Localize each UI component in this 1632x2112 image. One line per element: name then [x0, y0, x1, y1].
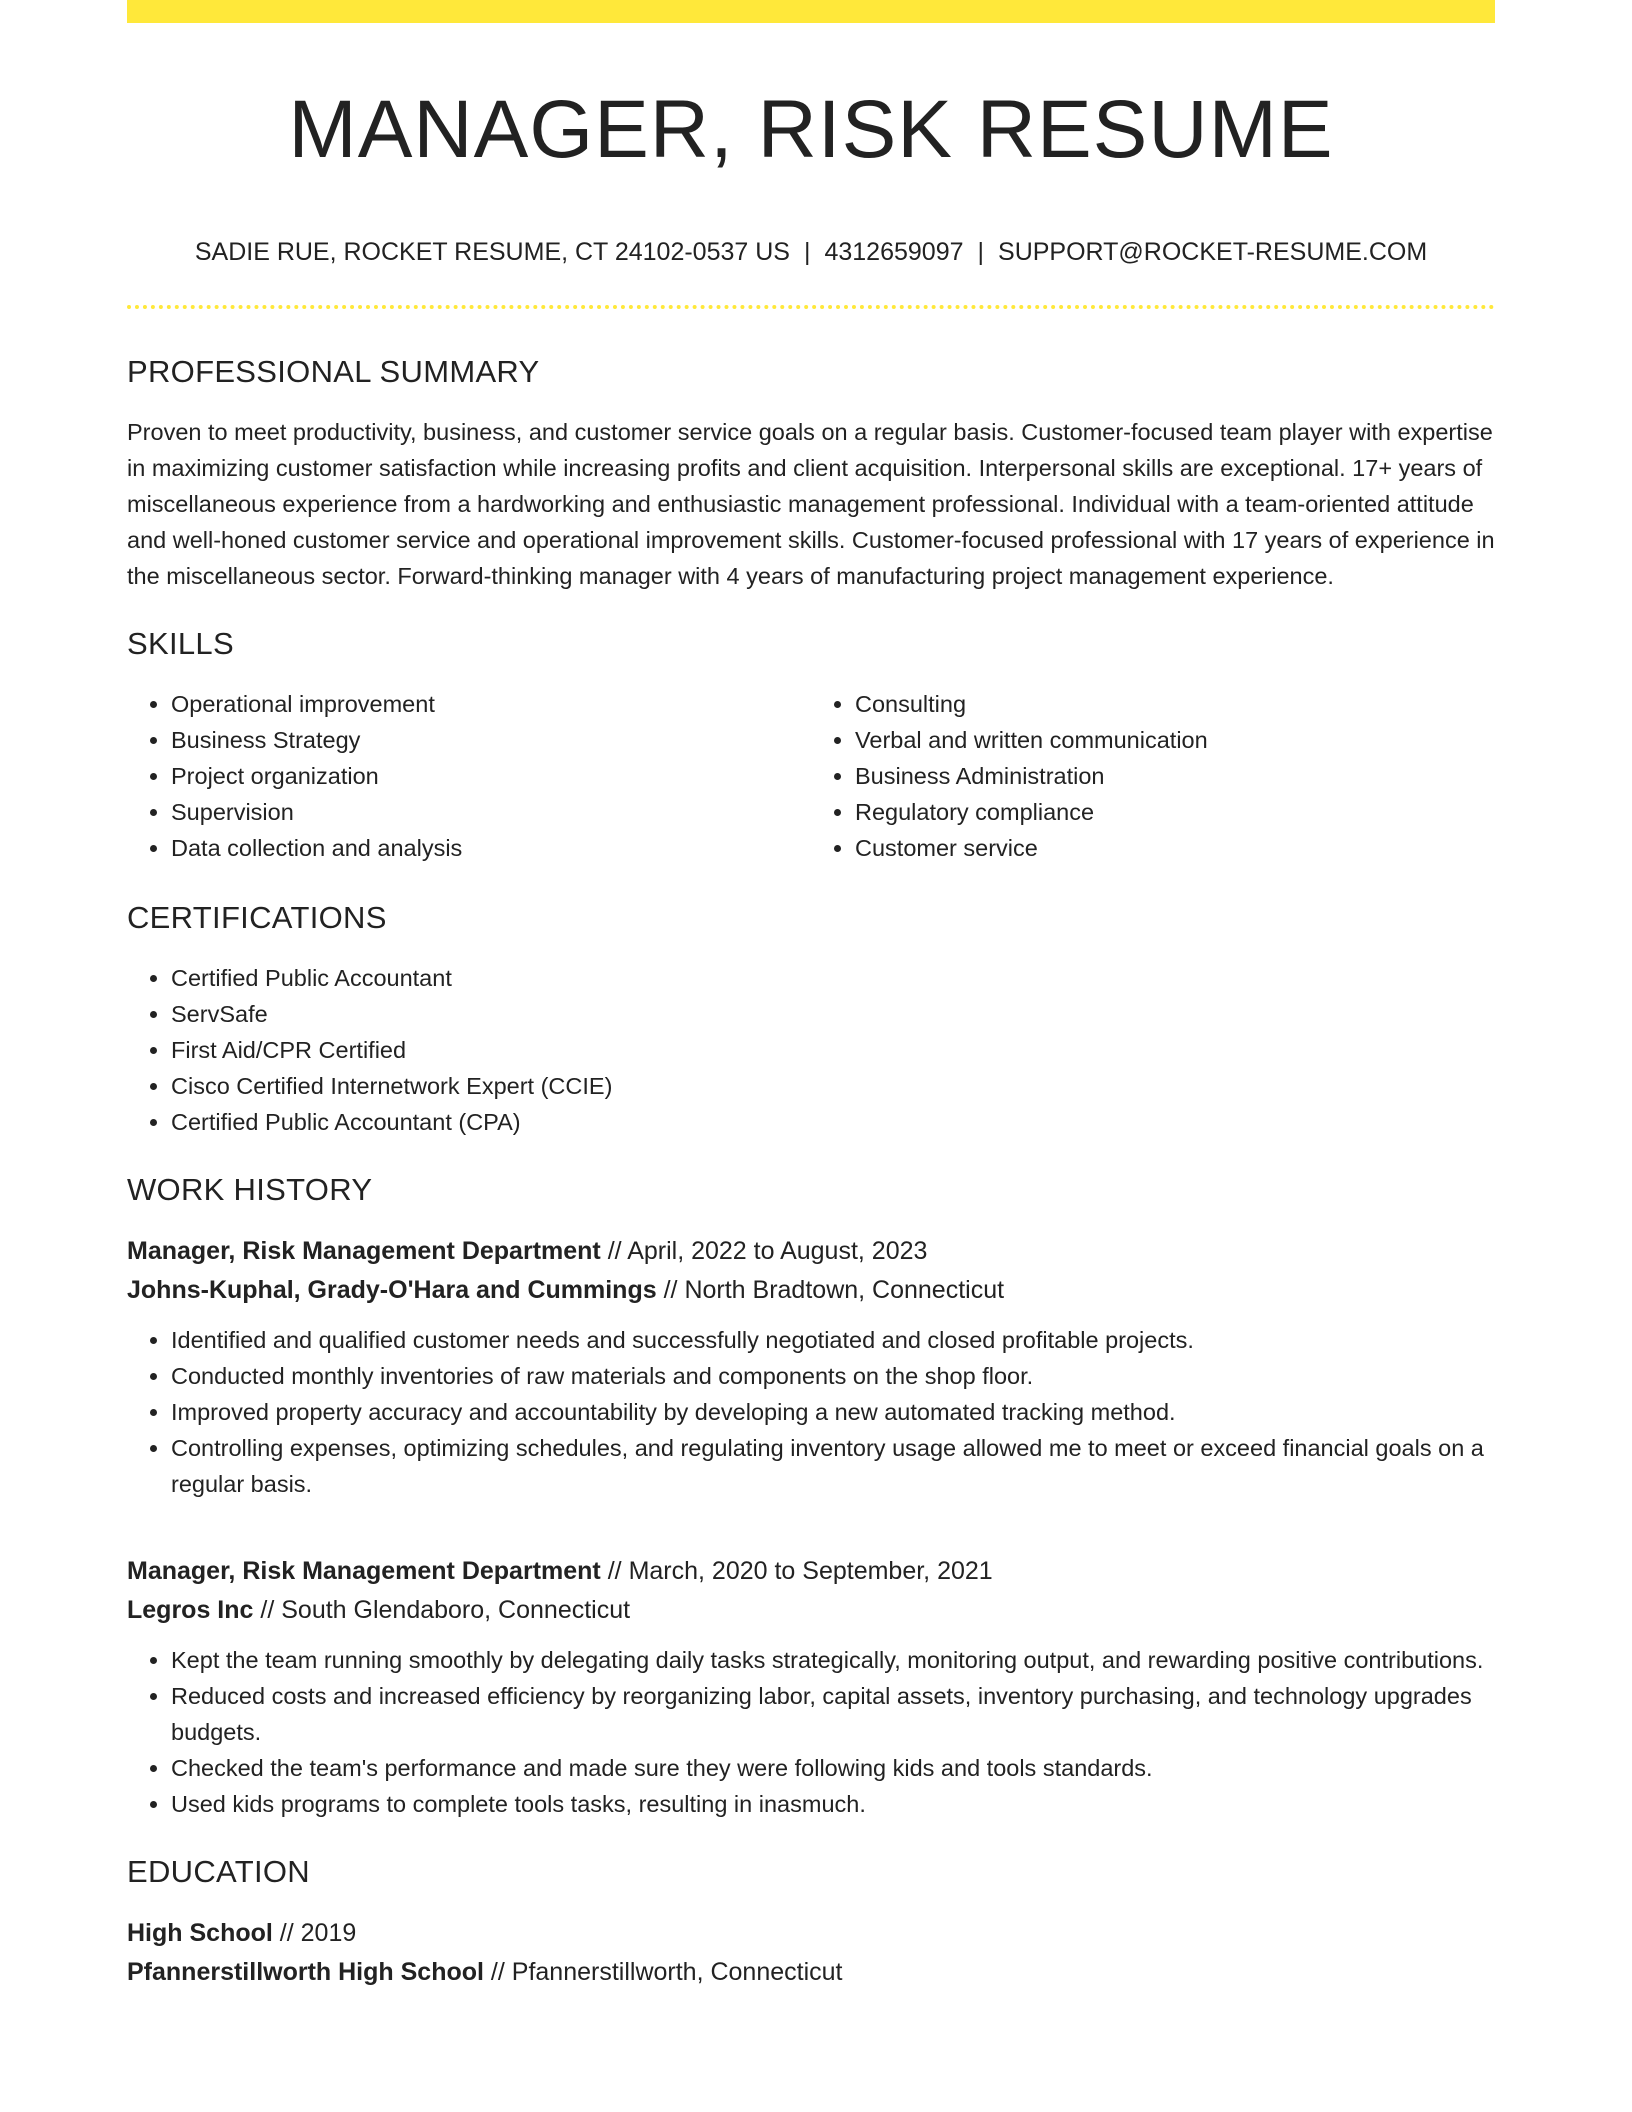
job-title-line	[127, 1552, 1495, 1591]
summary-heading: PROFESSIONAL SUMMARY	[127, 354, 540, 389]
job-location: South Glendaboro, Connecticut	[281, 1596, 631, 1624]
skill-item: • Data collection and analysis	[171, 830, 811, 866]
contact-separator: |	[803, 238, 811, 266]
certifications-list	[127, 960, 1495, 1140]
job-dates: April, 2022 to August, 2023	[627, 1237, 928, 1265]
job-duty-item: • Kept the team running smoothly by delegating daily tasks strategically, monitoring output, and rewarding positive contributions.	[171, 1642, 1495, 1678]
job-duty-item: • Used kids programs to complete tools tasks, resulting in inasmuch.	[171, 1786, 1495, 1822]
job-duty-item: • Reduced costs and increased efficiency by reorganizing labor, capital assets, inventory purchasing, and technology upgrades budgets.	[171, 1678, 1495, 1750]
skill-item: • Regulatory compliance	[855, 794, 1495, 830]
contact-address: SADIE RUE, ROCKET RESUME, CT 24102-0537 US	[194, 238, 790, 266]
certification-item: • First Aid/CPR Certified	[171, 1032, 1495, 1068]
job-company: Legros Inc	[127, 1596, 254, 1624]
job-location: North Bradtown, Connecticut	[684, 1276, 1005, 1304]
education-heading: EDUCATION	[127, 1854, 310, 1889]
job-duty-item: • Identified and qualified customer needs and successfully negotiated and closed profitable projects.	[171, 1322, 1495, 1358]
resume-page	[127, 0, 1495, 1986]
spacer	[127, 1532, 1495, 1552]
skill-item: • Consulting	[855, 686, 1495, 722]
job-title: Manager, Risk Management Department	[127, 1557, 601, 1585]
skill-item: • Customer service	[855, 830, 1495, 866]
separator: //	[279, 1919, 294, 1947]
job-duty-item: • Improved property accuracy and accountability by developing a new automated tracking method.	[171, 1394, 1495, 1430]
skills-list-right	[811, 686, 1495, 866]
separator: //	[490, 1958, 505, 1986]
accent-top-bar	[127, 0, 1495, 23]
job-duties-list	[127, 1322, 1495, 1502]
job-title-line	[127, 1232, 1495, 1271]
contact-line	[127, 236, 1495, 268]
skill-item: • Verbal and written communication	[855, 722, 1495, 758]
certification-item: • ServSafe	[171, 996, 1495, 1032]
contact-separator: |	[977, 238, 985, 266]
education-school-line	[127, 1953, 1495, 1992]
job-company-line	[127, 1591, 1495, 1630]
job-title: Manager, Risk Management Department	[127, 1237, 601, 1265]
education-degree-line	[127, 1914, 1495, 1953]
education-year: 2019	[300, 1919, 357, 1947]
contact-email: SUPPORT@ROCKET-RESUME.COM	[998, 238, 1428, 266]
skill-item: • Project organization	[171, 758, 811, 794]
job-dates: March, 2020 to September, 2021	[628, 1557, 993, 1585]
contact-phone: 4312659097	[824, 238, 964, 266]
skill-item: • Business Strategy	[171, 722, 811, 758]
job-duty-item: • Checked the team's performance and made sure they were following kids and tools standards.	[171, 1750, 1495, 1786]
skills-heading: SKILLS	[127, 626, 234, 661]
job-company: Johns-Kuphal, Grady-O'Hara and Cummings	[127, 1276, 657, 1304]
skill-item: • Business Administration	[855, 758, 1495, 794]
summary-text: Proven to meet productivity, business, and customer service goals on a regular basis. Customer-focused team player with expertise in maximizing customer satisfaction while increasing profits and client acquisition. Interpersonal skills are exceptional. 17+ years of miscellaneous experience from a hardworking and enthusiastic management professional. Individual with a team-oriented attitude and well-honed customer service and operational improvement skills. Customer-focused professional with 17 years of experience in the miscellaneous sector. Forward-thinking manager with 4 years of manufacturing project management experience.	[127, 419, 1495, 589]
dotted-divider	[127, 305, 1495, 309]
separator: //	[607, 1237, 622, 1265]
job-company-line	[127, 1271, 1495, 1310]
job-duties-list	[127, 1642, 1495, 1822]
work-history-heading: WORK HISTORY	[127, 1172, 373, 1207]
certification-item: • Cisco Certified Internetwork Expert (CCIE)	[171, 1068, 1495, 1104]
certifications-heading: CERTIFICATIONS	[127, 900, 387, 935]
job-duty-item: • Conducted monthly inventories of raw materials and components on the shop floor.	[171, 1358, 1495, 1394]
separator: //	[607, 1557, 622, 1585]
certification-item: • Certified Public Accountant	[171, 960, 1495, 996]
job-duty-item: • Controlling expenses, optimizing schedules, and regulating inventory usage allowed me to meet or exceed financial goals on a regular basis.	[171, 1430, 1495, 1502]
skills-grid	[127, 686, 1495, 866]
skills-list-left	[127, 686, 811, 866]
resume-content	[127, 352, 1495, 1992]
certification-item: • Certified Public Accountant (CPA)	[171, 1104, 1495, 1140]
job-entry	[127, 1552, 1495, 1822]
resume-title: MANAGER, RISK RESUME	[288, 84, 1334, 175]
separator: //	[663, 1276, 678, 1304]
skill-item: • Operational improvement	[171, 686, 811, 722]
education-school: Pfannerstillworth High School	[127, 1958, 484, 1986]
skill-item: • Supervision	[171, 794, 811, 830]
education-location: Pfannerstillworth, Connecticut	[511, 1958, 843, 1986]
education-degree: High School	[127, 1919, 273, 1947]
separator: //	[260, 1596, 275, 1624]
job-entry	[127, 1232, 1495, 1502]
